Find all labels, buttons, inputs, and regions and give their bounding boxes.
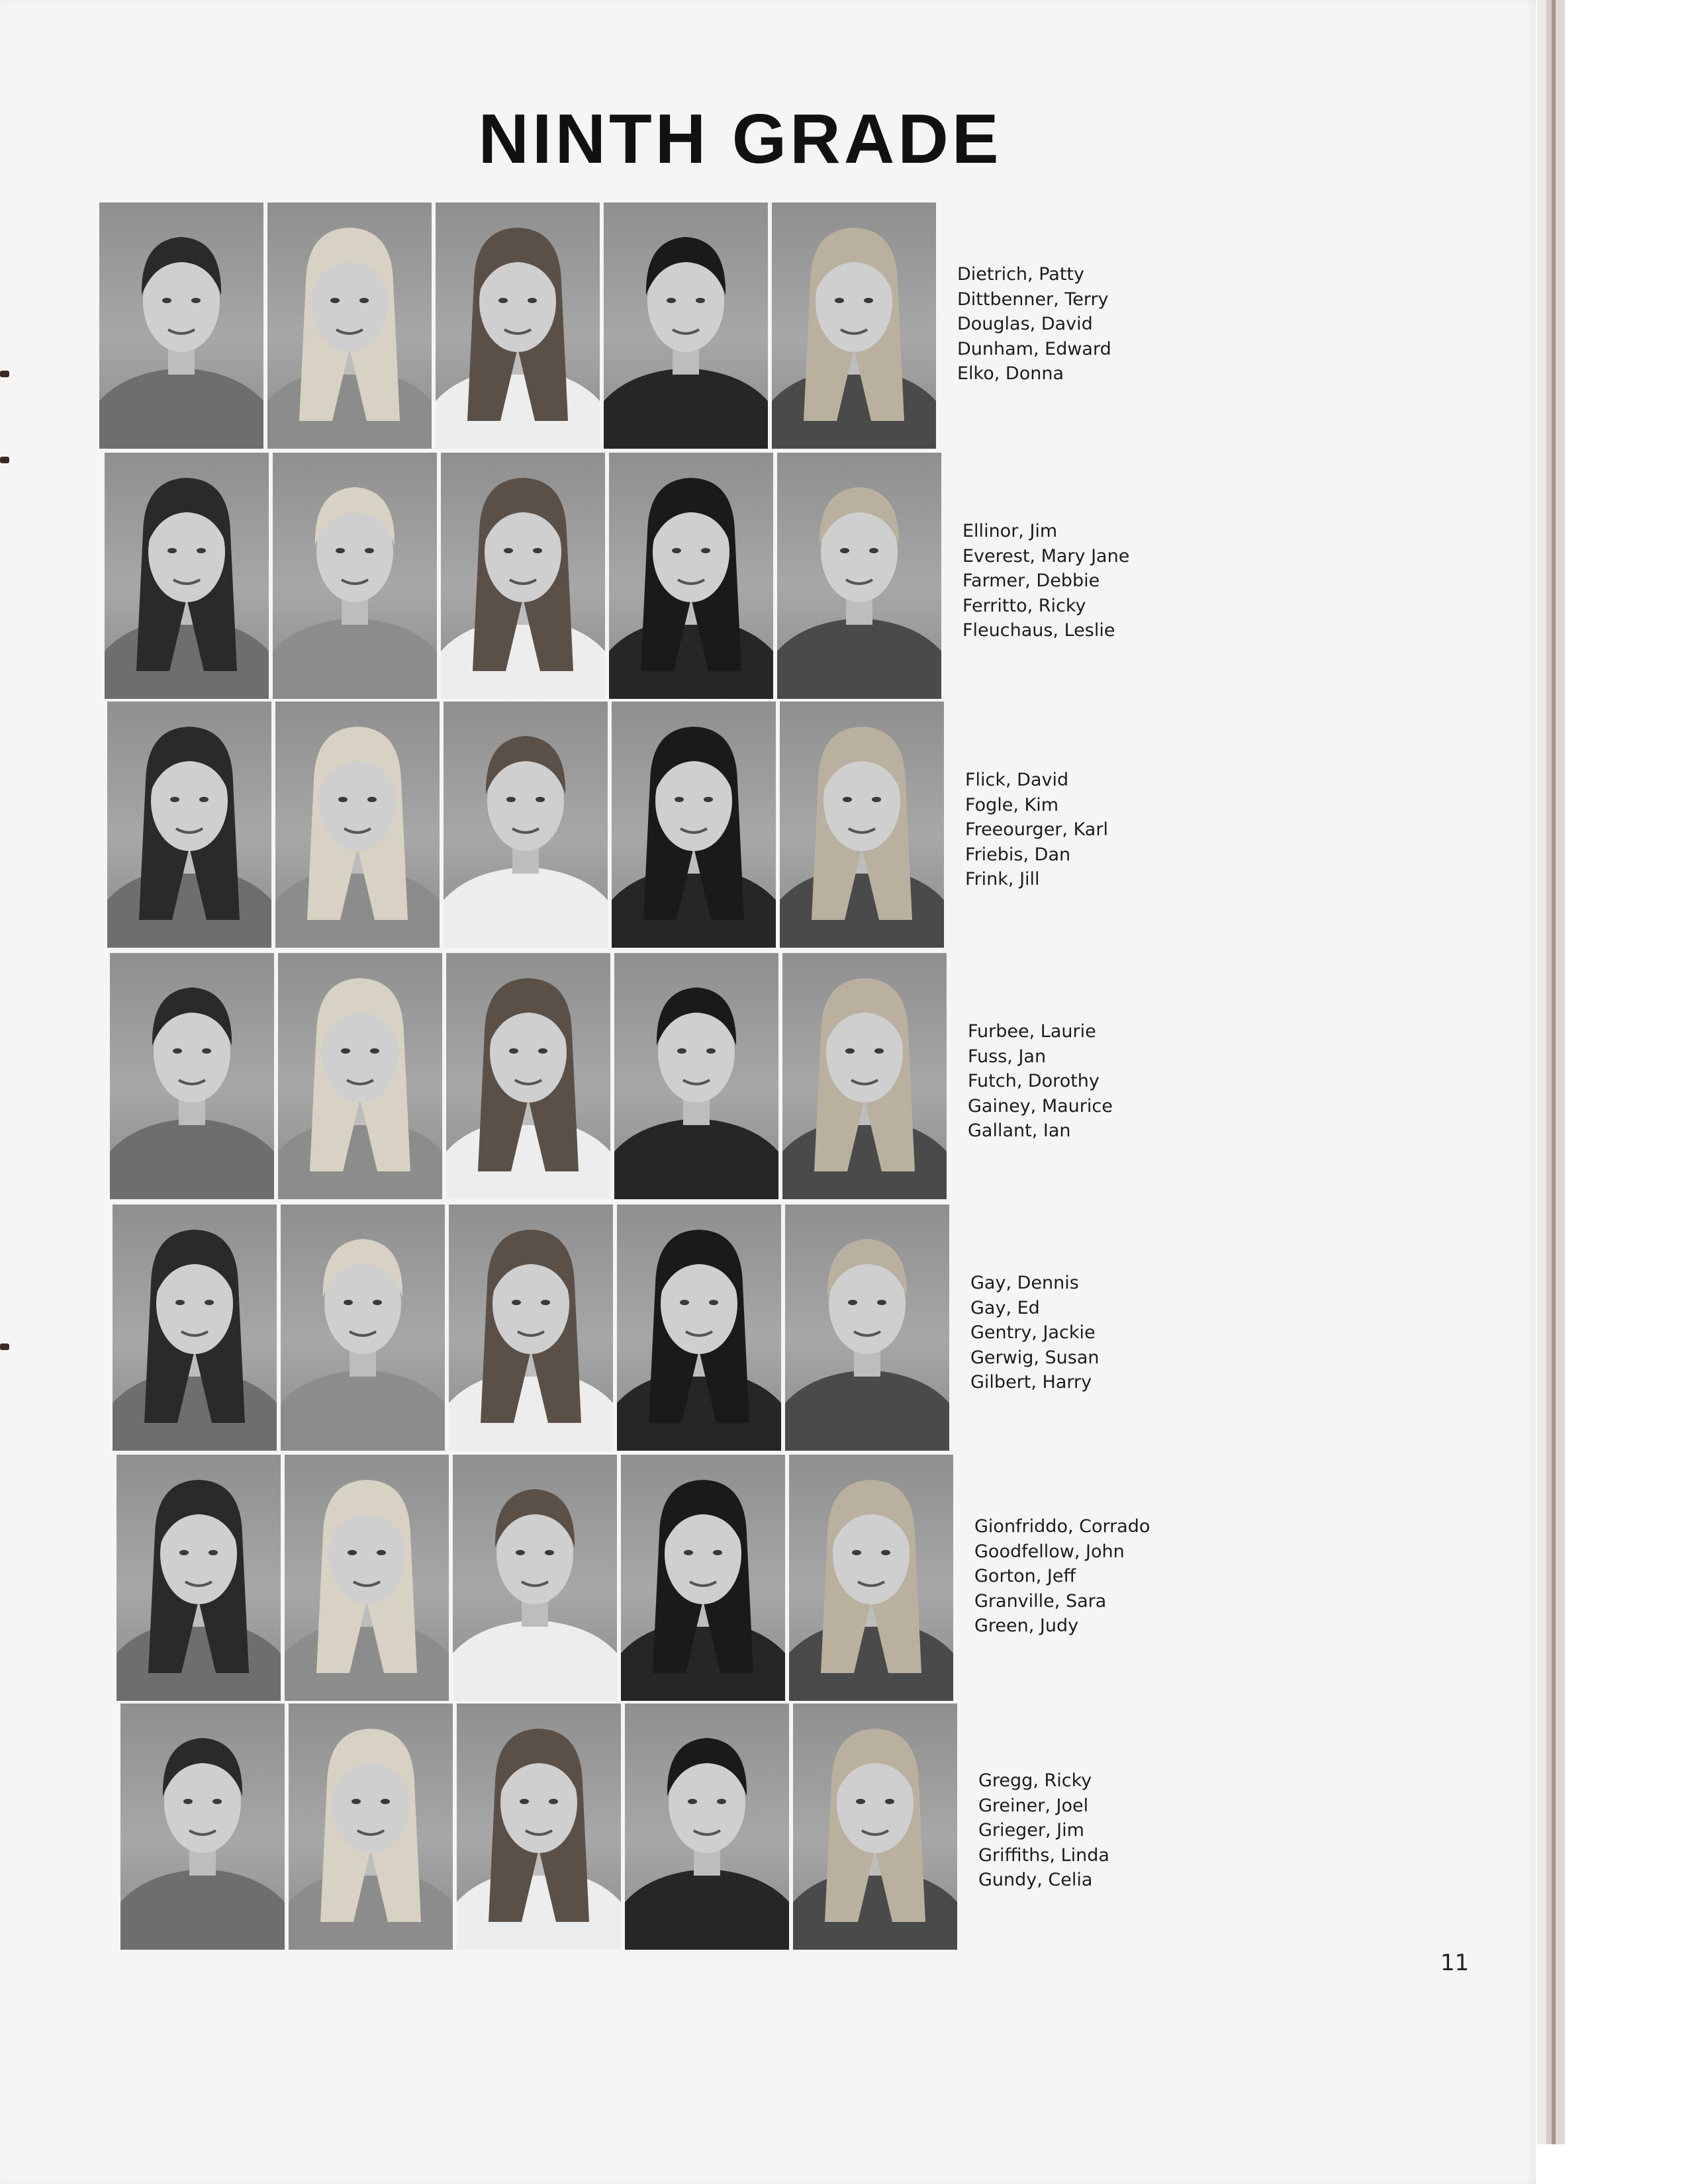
student-portrait	[604, 203, 768, 449]
student-portrait	[275, 702, 440, 948]
student-portrait	[449, 1205, 613, 1451]
student-portrait	[782, 953, 947, 1199]
portrait-row	[105, 453, 1309, 699]
student-portrait	[273, 453, 437, 699]
student-name: Dunham, Edward	[957, 338, 1111, 359]
student-portrait	[285, 1455, 449, 1701]
student-name: Goodfellow, John	[974, 1541, 1125, 1562]
student-name: Ellinor, Jim	[962, 521, 1058, 541]
page-title: NINTH GRADE	[478, 100, 1002, 178]
page-edge	[1556, 0, 1565, 2144]
student-portrait	[785, 1205, 949, 1451]
student-portrait	[621, 1455, 785, 1701]
student-name: Elko, Donna	[957, 363, 1064, 384]
student-portrait	[110, 953, 274, 1199]
student-portrait	[609, 453, 773, 699]
student-portrait	[281, 1205, 445, 1451]
portrait-row	[113, 1205, 1317, 1451]
student-name: Everest, Mary Jane	[962, 545, 1130, 567]
student-portrait	[772, 203, 936, 449]
page-edge	[1537, 0, 1546, 2144]
student-name: Griffiths, Linda	[978, 1844, 1109, 1866]
student-name: Gundy, Celia	[978, 1870, 1093, 1890]
student-portrait	[107, 702, 271, 948]
student-portrait	[99, 203, 263, 449]
page-edge	[1546, 0, 1552, 2144]
student-portrait	[612, 702, 776, 948]
student-name: Futch, Dorothy	[968, 1071, 1100, 1091]
portrait-photo-row	[117, 1455, 953, 1701]
student-portrait	[457, 1704, 621, 1950]
portrait-row	[110, 953, 1315, 1199]
student-portrait	[453, 1455, 617, 1701]
student-portrait	[777, 453, 941, 699]
student-portrait	[444, 702, 608, 948]
student-name: Furbee, Laurie	[968, 1021, 1096, 1042]
portrait-photo-row	[120, 1704, 957, 1950]
student-name: Dietrich, Patty	[957, 264, 1084, 285]
student-name: Ferritto, Ricky	[962, 595, 1086, 616]
student-name-list	[968, 1019, 1312, 1144]
page-number: 11	[1440, 1950, 1470, 1976]
student-portrait	[267, 203, 432, 449]
student-portrait	[105, 453, 269, 699]
scan-background	[1565, 0, 1688, 2184]
student-name: Gentry, Jackie	[970, 1322, 1096, 1343]
student-name-list	[970, 1271, 1315, 1395]
student-portrait	[614, 953, 778, 1199]
student-name: Greiner, Joel	[978, 1795, 1089, 1816]
student-name: Douglas, David	[957, 314, 1093, 334]
student-portrait	[446, 953, 610, 1199]
portrait-photo-row	[107, 702, 944, 948]
student-name-list	[962, 519, 1307, 643]
student-name: Fuss, Jan	[968, 1046, 1047, 1067]
binder-hole-mark	[0, 371, 9, 377]
student-portrait	[780, 702, 944, 948]
student-portrait	[289, 1704, 453, 1950]
student-name: Grieger, Jim	[978, 1820, 1084, 1841]
student-portrait	[117, 1455, 281, 1701]
student-name-list	[957, 262, 1301, 387]
student-name: Gay, Dennis	[970, 1273, 1079, 1293]
student-name: Fogle, Kim	[965, 794, 1059, 815]
student-name: Frink, Jill	[965, 869, 1040, 889]
portrait-photo-row	[99, 203, 936, 449]
student-name: Gilbert, Harry	[970, 1372, 1092, 1392]
portrait-photo-row	[110, 953, 947, 1199]
binder-hole-mark	[0, 1343, 9, 1350]
student-portrait	[617, 1205, 781, 1451]
student-portrait	[436, 203, 600, 449]
student-name: Gainey, Maurice	[968, 1095, 1113, 1116]
student-portrait	[278, 953, 442, 1199]
student-name: Green, Judy	[974, 1615, 1079, 1636]
student-name: Flick, David	[965, 770, 1069, 790]
student-portrait	[789, 1455, 953, 1701]
portrait-photo-row	[105, 453, 941, 699]
student-name: Friebis, Dan	[965, 844, 1071, 865]
student-portrait	[793, 1704, 957, 1950]
student-name: Gregg, Ricky	[978, 1770, 1092, 1791]
student-portrait	[113, 1205, 277, 1451]
portrait-row	[99, 203, 1304, 449]
binder-hole-mark	[0, 457, 9, 463]
student-name-list	[974, 1514, 1319, 1639]
student-name: Gorton, Jeff	[974, 1566, 1076, 1586]
portrait-row	[117, 1455, 1321, 1701]
student-name: Farmer, Debbie	[962, 570, 1100, 591]
portrait-row	[120, 1704, 1325, 1950]
student-name: Gallant, Ian	[968, 1120, 1071, 1141]
student-name: Gerwig, Susan	[970, 1347, 1100, 1368]
student-portrait	[441, 453, 605, 699]
student-name: Gay, Ed	[970, 1297, 1040, 1318]
student-name: Gionfriddo, Corrado	[974, 1516, 1150, 1537]
portrait-row	[107, 702, 1312, 948]
student-name: Granville, Sara	[974, 1590, 1107, 1612]
student-name: Dittbenner, Terry	[957, 289, 1109, 310]
student-name-list	[965, 768, 1309, 892]
student-name: Fleuchaus, Leslie	[962, 620, 1115, 641]
student-name-list	[978, 1768, 1323, 1893]
student-portrait	[625, 1704, 789, 1950]
portrait-photo-row	[113, 1205, 949, 1451]
student-portrait	[120, 1704, 285, 1950]
student-name: Freeourger, Karl	[965, 819, 1108, 840]
